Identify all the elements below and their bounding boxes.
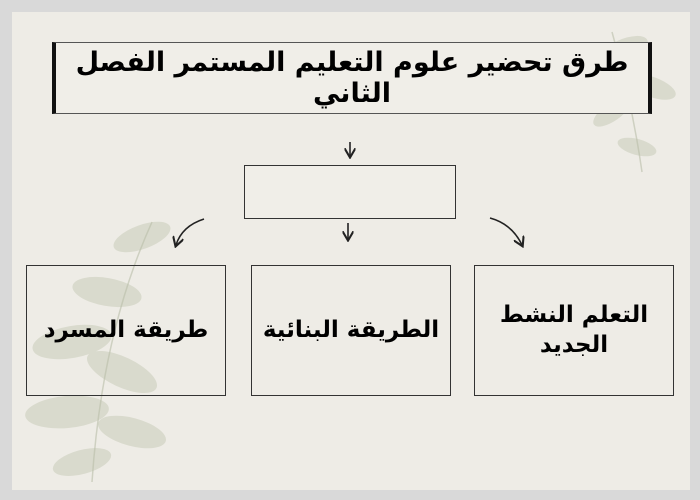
- arrow-box-to-left: [176, 219, 204, 245]
- child-box-constructive-method: الطريقة البنائية: [251, 265, 451, 396]
- diagram-title: طرق تحضير علوم التعليم المستمر الفصل الثاني: [52, 42, 652, 114]
- slide: [12, 12, 690, 490]
- arrow-box-to-right: [490, 218, 522, 245]
- child-box-glossary-method: طريقة المسرد: [26, 265, 226, 396]
- connector-arrows: [12, 12, 690, 490]
- child-box-new-active-learning: التعلم النشط الجديد: [474, 265, 674, 396]
